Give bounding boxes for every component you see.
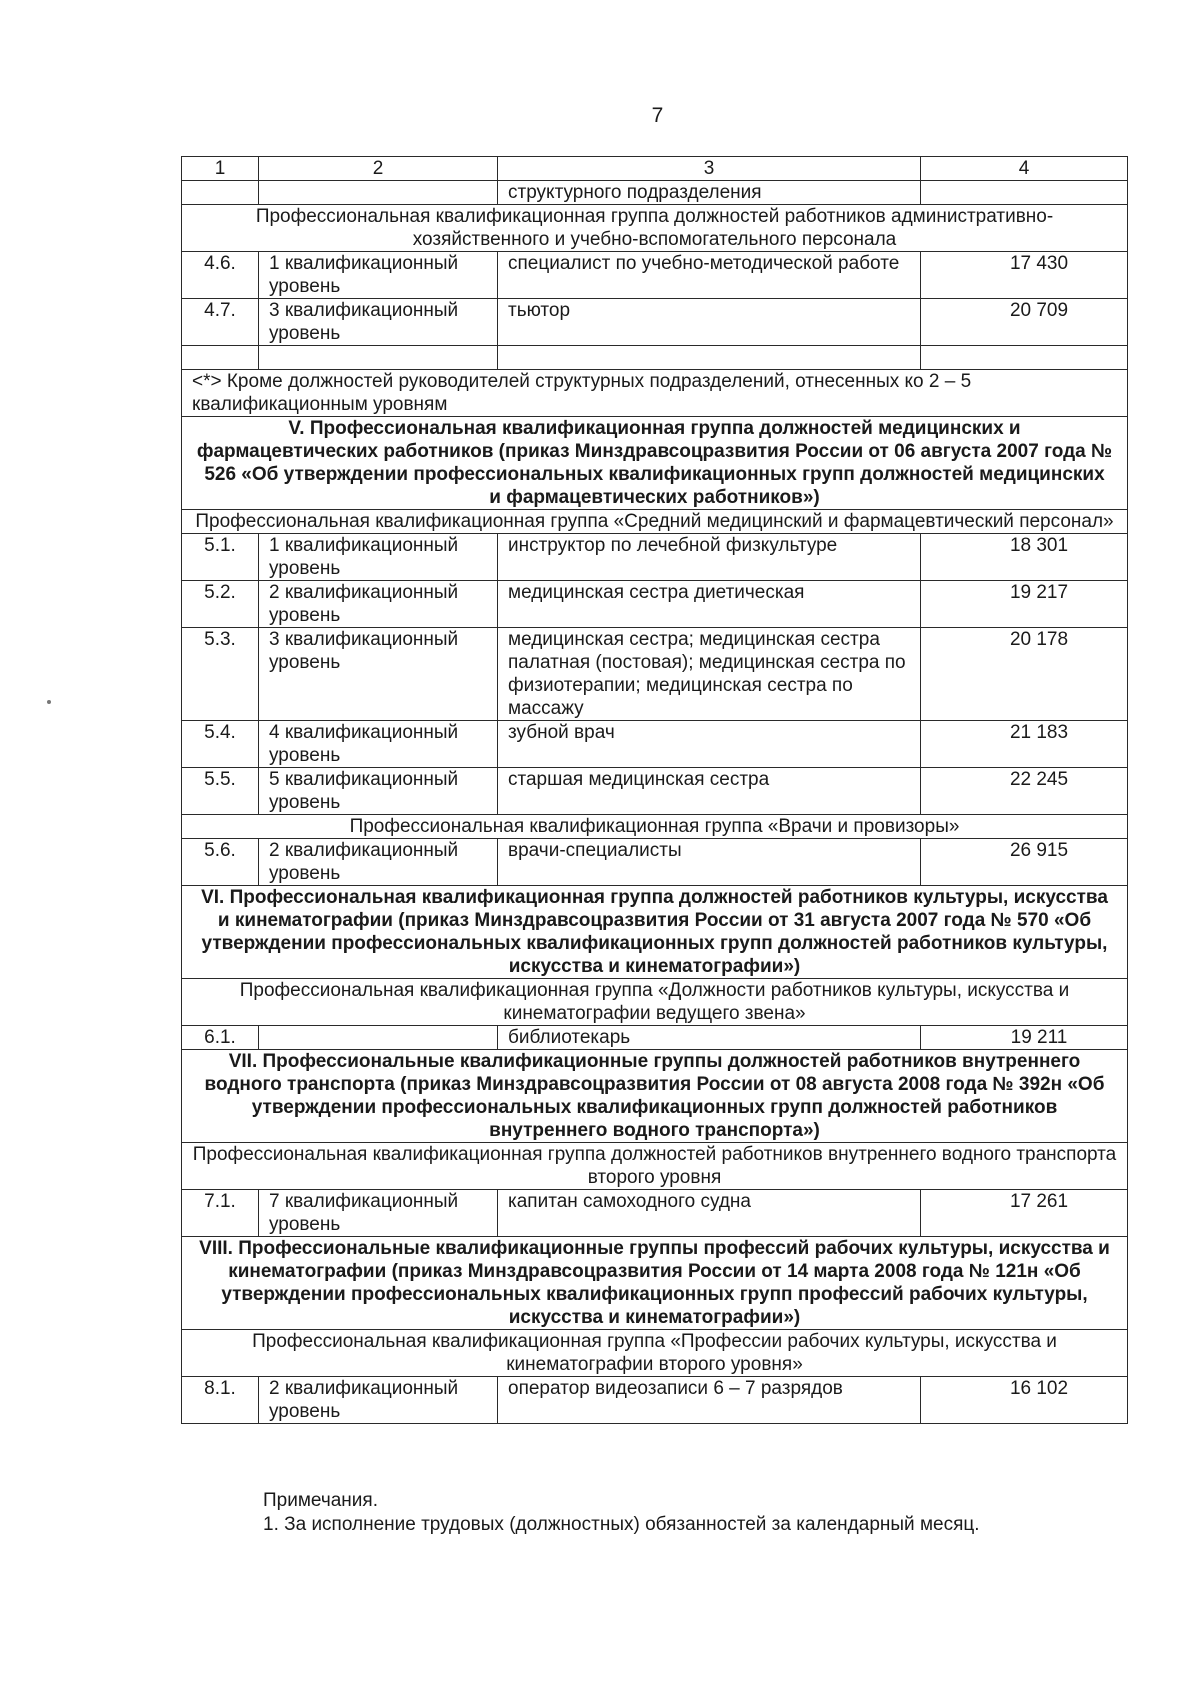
row-number-cell: 5.4. — [182, 721, 259, 768]
position-cell: капитан самоходного судна — [498, 1190, 921, 1237]
qualification-level-cell: 3 квалификационный уровень — [259, 628, 498, 721]
table-row — [182, 721, 1128, 768]
salary-cell: 19 211 — [921, 1026, 1128, 1050]
table-row — [182, 768, 1128, 815]
row-number-cell: 7.1. — [182, 1190, 259, 1237]
position-cell: специалист по учебно-методической работе — [498, 252, 921, 299]
position-cell: медицинская сестра диетическая — [498, 581, 921, 628]
row-number-cell — [182, 346, 259, 370]
section-heading-row — [182, 886, 1128, 979]
scan-dot — [47, 700, 51, 704]
table-row — [182, 1190, 1128, 1237]
position-cell: структурного подразделения — [498, 181, 921, 205]
table-header-row — [182, 157, 1128, 181]
salary-cell: 20 709 — [921, 299, 1128, 346]
salary-cell — [921, 181, 1128, 205]
section-heading: VI. Профессиональная квалификационная группа должностей работников культуры, искусства и кинематографии (приказ Минздравсоцразвития России от 31 августа 2007 года № 570 «Об утверждении профессиональных квалификационных групп должностей работников культуры, искусства и кинематографии») — [182, 886, 1128, 979]
salary-cell: 18 301 — [921, 534, 1128, 581]
salary-cell: 16 102 — [921, 1377, 1128, 1424]
page-number: 7 — [651, 104, 664, 127]
group-heading-row — [182, 205, 1128, 252]
qualification-level-cell: 7 квалификационный уровень — [259, 1190, 498, 1237]
salary-cell: 20 178 — [921, 628, 1128, 721]
qualification-level-cell: 2 квалификационный уровень — [259, 1377, 498, 1424]
section-heading: VIII. Профессиональные квалификационные группы профессий рабочих культуры, искусства и кинематографии (приказ Минздравсоцразвития России от 14 марта 2008 года № 121н «Об утверждении профессиональных квалификационных групп профессий рабочих культуры, искусства и кинематографии») — [182, 1237, 1128, 1330]
position-cell — [498, 346, 921, 370]
salary-cell: 17 261 — [921, 1190, 1128, 1237]
qualification-level-cell: 3 квалификационный уровень — [259, 299, 498, 346]
header-cell-4: 4 — [921, 157, 1128, 181]
footnote-row — [182, 370, 1128, 417]
qualification-level-cell: 5 квалификационный уровень — [259, 768, 498, 815]
row-number-cell: 4.7. — [182, 299, 259, 346]
table-row — [182, 534, 1128, 581]
table-row — [182, 1026, 1128, 1050]
group-heading: Профессиональная квалификационная группа «Должности работников культуры, искусства и кинематографии ведущего звена» — [182, 979, 1128, 1026]
table-row — [182, 581, 1128, 628]
row-number-cell: 4.6. — [182, 252, 259, 299]
notes-block — [263, 1489, 980, 1537]
section-heading-row — [182, 417, 1128, 510]
notes-item: 1. За исполнение трудовых (должностных) обязанностей за календарный месяц. — [263, 1514, 980, 1535]
row-number-cell: 8.1. — [182, 1377, 259, 1424]
header-cell-1: 1 — [182, 157, 259, 181]
group-heading: Профессиональная квалификационная группа «Средний медицинский и фармацевтический персонал» — [182, 510, 1128, 534]
group-heading-row — [182, 1143, 1128, 1190]
group-heading-row — [182, 510, 1128, 534]
position-cell: тьютор — [498, 299, 921, 346]
table-row — [182, 299, 1128, 346]
salary-cell: 22 245 — [921, 768, 1128, 815]
header-cell-3: 3 — [498, 157, 921, 181]
group-heading: Профессиональная квалификационная группа должностей работников внутреннего водного транспорта второго уровня — [182, 1143, 1128, 1190]
position-cell: зубной врач — [498, 721, 921, 768]
qualification-level-cell: 1 квалификационный уровень — [259, 252, 498, 299]
position-cell: медицинская сестра; медицинская сестра палатная (постовая); медицинская сестра по физиотерапии; медицинская сестра по массажу — [498, 628, 921, 721]
position-cell: старшая медицинская сестра — [498, 768, 921, 815]
salary-table — [181, 156, 1128, 1424]
table-row — [182, 181, 1128, 205]
row-number-cell: 5.3. — [182, 628, 259, 721]
row-number-cell: 6.1. — [182, 1026, 259, 1050]
footnote-text: <*> Кроме должностей руководителей структурных подразделений, отнесенных ко 2 – 5 квалификационным уровням — [182, 370, 1128, 417]
row-number-cell: 5.5. — [182, 768, 259, 815]
position-cell: библиотекарь — [498, 1026, 921, 1050]
salary-cell — [921, 346, 1128, 370]
row-number-cell: 5.1. — [182, 534, 259, 581]
position-cell: врачи-специалисты — [498, 839, 921, 886]
section-heading-row — [182, 1050, 1128, 1143]
section-heading: V. Профессиональная квалификационная группа должностей медицинских и фармацевтических работников (приказ Минздравсоцразвития России от 06 августа 2007 года № 526 «Об утверждении профессиональных квалификационных групп должностей медицинских и фармацевтических работников») — [182, 417, 1128, 510]
table-row — [182, 628, 1128, 721]
header-cell-2: 2 — [259, 157, 498, 181]
qualification-level-cell — [259, 181, 498, 205]
group-heading-row — [182, 1330, 1128, 1377]
row-number-cell — [182, 181, 259, 205]
group-heading: Профессиональная квалификационная группа «Профессии рабочих культуры, искусства и кинематографии второго уровня» — [182, 1330, 1128, 1377]
qualification-level-cell: 1 квалификационный уровень — [259, 534, 498, 581]
row-number-cell: 5.2. — [182, 581, 259, 628]
qualification-level-cell: 2 квалификационный уровень — [259, 839, 498, 886]
row-number-cell: 5.6. — [182, 839, 259, 886]
table-row — [182, 1377, 1128, 1424]
table-body — [182, 157, 1128, 1424]
group-heading: Профессиональная квалификационная группа должностей работников административно-хозяйственного и учебно-вспомогательного персонала — [182, 205, 1128, 252]
salary-cell: 17 430 — [921, 252, 1128, 299]
qualification-level-cell: 4 квалификационный уровень — [259, 721, 498, 768]
salary-cell: 26 915 — [921, 839, 1128, 886]
table-row — [182, 346, 1128, 370]
position-cell: оператор видеозаписи 6 – 7 разрядов — [498, 1377, 921, 1424]
qualification-level-cell — [259, 346, 498, 370]
group-heading: Профессиональная квалификационная группа «Врачи и провизоры» — [182, 815, 1128, 839]
section-heading-row — [182, 1237, 1128, 1330]
salary-cell: 21 183 — [921, 721, 1128, 768]
notes-title: Примечания. — [263, 1490, 378, 1511]
group-heading-row — [182, 979, 1128, 1026]
salary-cell: 19 217 — [921, 581, 1128, 628]
section-heading: VII. Профессиональные квалификационные группы должностей работников внутреннего водного транспорта (приказ Минздравсоцразвития России от 08 августа 2008 года № 392н «Об утверждении профессиональных квалификационных групп должностей работников внутреннего водного транспорта») — [182, 1050, 1128, 1143]
table-row — [182, 839, 1128, 886]
qualification-level-cell: 2 квалификационный уровень — [259, 581, 498, 628]
table-row — [182, 252, 1128, 299]
qualification-level-cell — [259, 1026, 498, 1050]
position-cell: инструктор по лечебной физкультуре — [498, 534, 921, 581]
group-heading-row — [182, 815, 1128, 839]
